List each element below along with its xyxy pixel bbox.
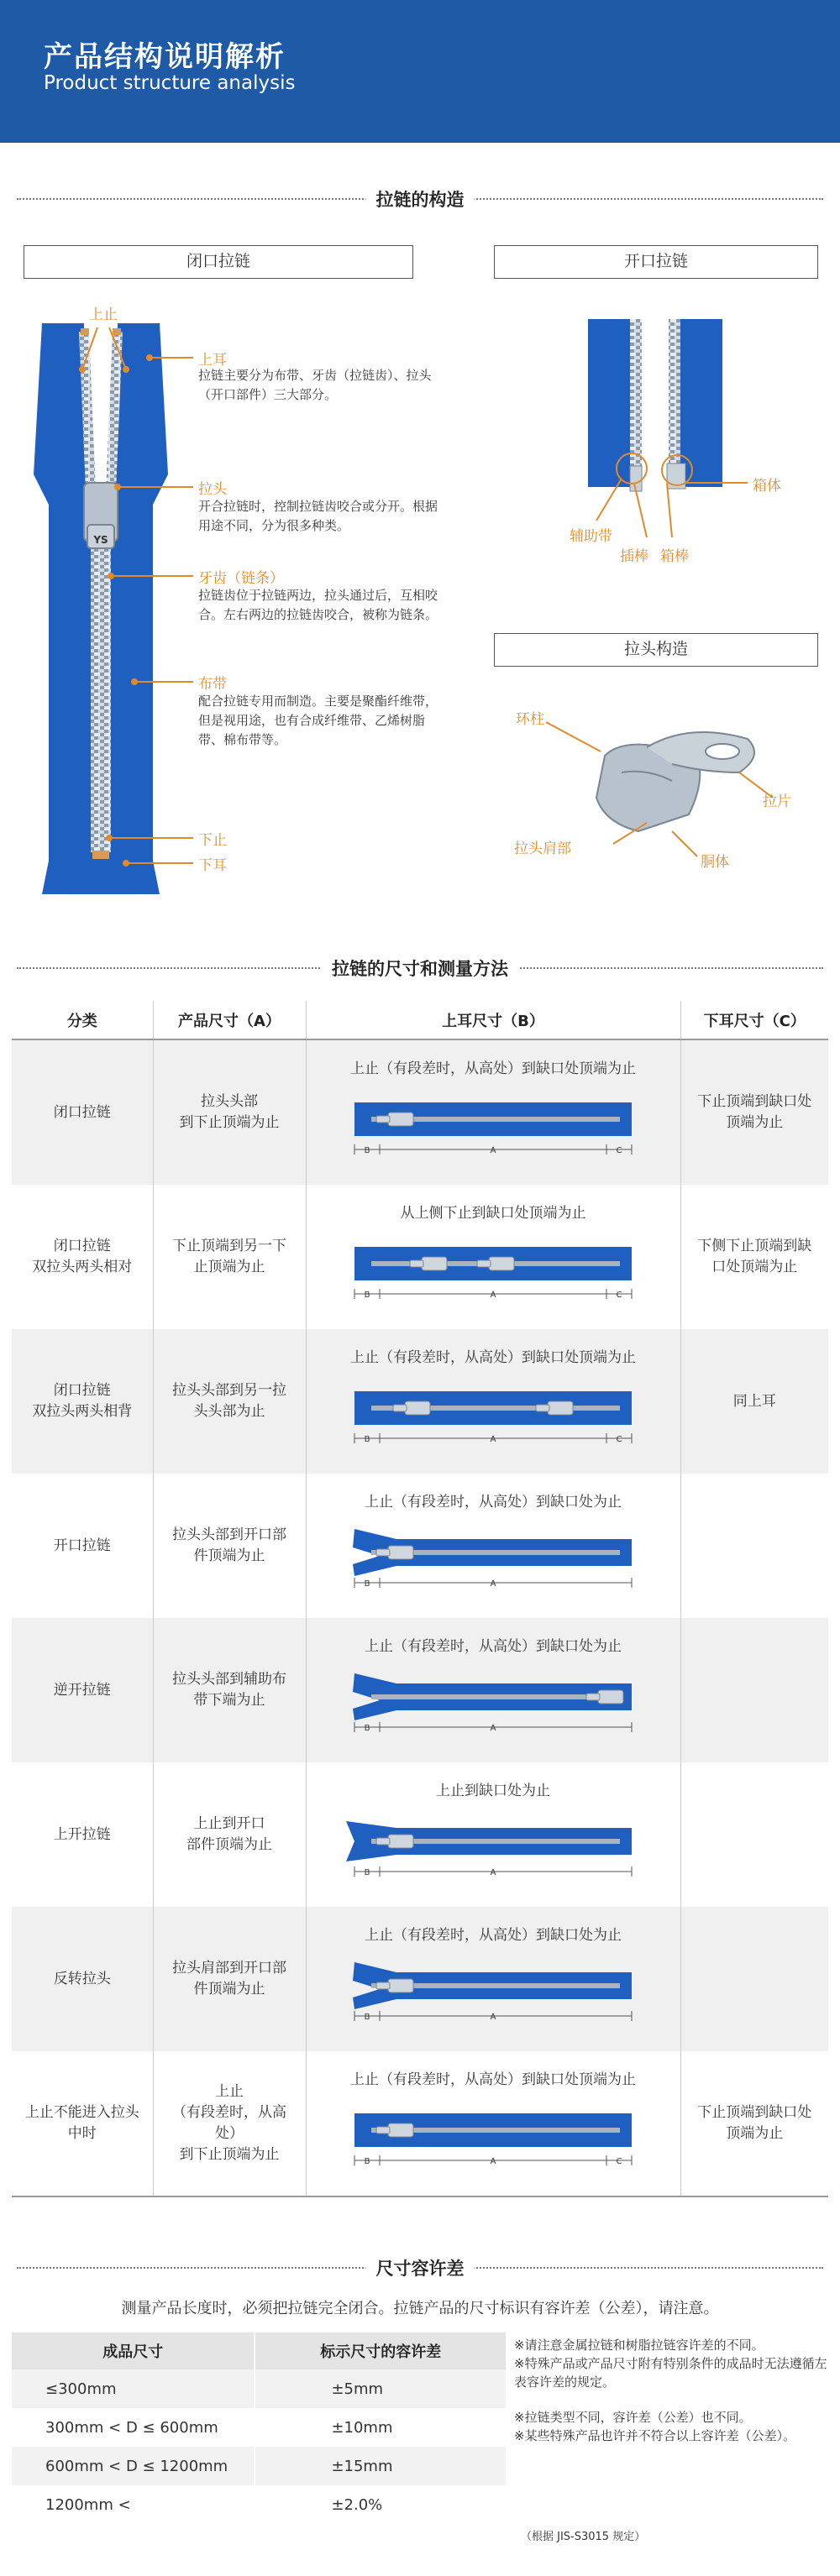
col-header-c: 下耳尺寸（C） <box>680 1001 828 1039</box>
slider-structure-label: 拉头构造 <box>494 633 818 667</box>
upper-ear-desc: 拉链主要分为布带、牙齿（拉链齿）、拉头（开口部件）三大部分。 <box>198 368 432 402</box>
open-zipper-label: 开口拉链 <box>494 245 818 279</box>
callout-top-stop: 上止 <box>89 306 118 323</box>
dim-letter-a: A <box>490 1724 496 1733</box>
callout-box-pin: 箱棒 <box>660 548 689 565</box>
zipper-diagram <box>346 1956 640 2031</box>
cell-ear-c <box>680 1618 828 1762</box>
callout-tape: 布带 <box>198 676 227 693</box>
zipper-diagram <box>346 1089 640 1165</box>
tol-value: ±5mm <box>255 2369 507 2408</box>
dim-letter-b: B <box>364 1146 370 1155</box>
cell-ear-b <box>306 1329 680 1474</box>
ear-b-caption: 上止到缺口处为止 <box>436 1783 550 1799</box>
callout-bottom-stop: 下止 <box>198 832 227 849</box>
dim-letter-c: C <box>616 1435 622 1444</box>
svg-text:YS: YS <box>93 534 108 546</box>
dim-letter-a: A <box>490 1291 496 1300</box>
ear-b-caption: 上止（有段差时，从高处）到缺口处顶端为止 <box>350 1060 636 1077</box>
tol-size: 600mm < D ≤ 1200mm <box>12 2447 255 2485</box>
ear-b-caption: 上止（有段差时，从高处）到缺口处顶端为止 <box>350 2071 636 2088</box>
cell-ear-c: 同上耳 <box>680 1329 828 1474</box>
ear-b-caption: 上止（有段差时，从高处）到缺口处为止 <box>365 1494 622 1511</box>
callout-lower-ear: 下耳 <box>198 857 227 874</box>
note-3: ※拉链类型不同，容许差（公差）也不同。 <box>514 2410 752 2425</box>
zipper-diagram <box>346 1811 640 1887</box>
ear-b-caption: 上止（有段差时，从高处）到缺口处为止 <box>365 1927 622 1944</box>
cell-ear-c <box>680 1474 828 1618</box>
table-row <box>12 2051 828 2196</box>
zipper-diagram <box>346 1522 640 1598</box>
cell-ear-b <box>306 1618 680 1762</box>
dim-letter-b: B <box>364 1291 370 1300</box>
tol-size: 1200mm < <box>12 2485 255 2524</box>
dim-letter-c: C <box>616 1291 622 1300</box>
dim-letter-a: A <box>490 1146 496 1155</box>
cell-category: 闭口拉链 <box>12 1039 153 1185</box>
cell-ear-c: 下止顶端到缺口处顶端为止 <box>680 2051 828 2196</box>
table-row <box>12 1474 828 1618</box>
cell-ear-c <box>680 1907 828 2051</box>
cell-ear-c: 下止顶端到缺口处顶端为止 <box>680 1039 828 1185</box>
callout-reinforce-tape: 辅助带 <box>570 528 612 545</box>
cell-size-a: 上止 （有段差时，从高处） 到下止顶端为止 <box>153 2051 306 2196</box>
header-title-en: Product structure analysis <box>44 72 296 94</box>
table-row <box>12 1618 828 1762</box>
tol-size: ≤300mm <box>12 2369 255 2408</box>
dim-letter-b: B <box>364 1724 370 1733</box>
cell-category: 逆开拉链 <box>12 1618 153 1762</box>
cell-category: 开口拉链 <box>12 1474 153 1618</box>
ear-b-caption: 上止（有段差时，从高处）到缺口处为止 <box>365 1638 622 1655</box>
dim-letter-a: A <box>490 1579 496 1589</box>
slider-desc: 开合拉链时，控制拉链齿咬合或分开。根据用途不同，分为很多种类。 <box>198 499 438 533</box>
zipper-diagram <box>346 1378 640 1453</box>
section-title-tolerance: 尺寸容许差 <box>17 2255 823 2280</box>
cell-ear-b <box>306 1907 680 2051</box>
cell-ear-b <box>306 1474 680 1618</box>
cell-ear-b <box>306 1762 680 1907</box>
cell-category: 闭口拉链 双拉头两头相对 <box>12 1185 153 1329</box>
cell-ear-c: 下侧下止顶端到缺口处顶端为止 <box>680 1185 828 1329</box>
closed-zipper-label: 闭口拉链 <box>24 245 413 279</box>
zipper-diagram <box>346 2100 640 2175</box>
col-header-a: 产品尺寸（A） <box>153 1001 306 1039</box>
tol-value: ±15mm <box>255 2447 507 2485</box>
col-header-category: 分类 <box>12 1001 153 1039</box>
dim-letter-c: C <box>616 2157 622 2166</box>
cell-size-a: 拉头肩部到开口部件顶端为止 <box>153 1907 306 2051</box>
tolerance-intro: 测量产品长度时，必须把拉链完全闭合。拉链产品的尺寸标识有容许差（公差），请注意。 <box>121 2300 719 2317</box>
table-row <box>12 2408 507 2447</box>
col-header-b: 上耳尺寸（B） <box>306 1001 680 1039</box>
table-row <box>12 1185 828 1329</box>
cell-size-a: 下止顶端到另一下止顶端为止 <box>153 1185 306 1329</box>
table-row <box>12 2447 507 2485</box>
dim-letter-a: A <box>490 2157 496 2166</box>
dim-letter-b: B <box>364 1579 370 1589</box>
tol-value: ±2.0% <box>255 2485 507 2524</box>
dim-letter-b: B <box>364 1435 370 1444</box>
page-header <box>0 0 840 143</box>
tol-header-tol: 标示尺寸的容许差 <box>255 2333 507 2369</box>
cell-size-a: 拉头头部到开口部件顶端为止 <box>153 1474 306 1618</box>
teeth-desc: 拉链齿位于拉链两边，拉头通过后，互相咬合。左右两边的拉链齿咬合，被称为链条。 <box>198 588 438 622</box>
tol-value: ±10mm <box>255 2408 507 2447</box>
callout-body: 胴体 <box>701 854 729 871</box>
dim-letter-a: A <box>490 1868 496 1877</box>
header-title-cn: 产品结构说明解析 <box>44 40 286 74</box>
dim-letter-b: B <box>364 2013 370 2022</box>
zipper-diagram <box>346 1233 640 1309</box>
note-4: ※某些特殊产品也许并不符合以上容许差（公差）。 <box>514 2428 796 2443</box>
dimension-table <box>12 1001 828 2197</box>
table-row <box>12 1039 828 1185</box>
jis-source: （根据 JIS-S3015 规定） <box>521 2531 646 2543</box>
table-row <box>12 2485 507 2524</box>
section-title-structure: 拉链的构造 <box>17 186 823 212</box>
callout-box: 箱体 <box>753 478 781 495</box>
section-title-dimensions: 拉链的尺寸和测量方法 <box>17 956 823 981</box>
cell-category: 反转拉头 <box>12 1907 153 2051</box>
dim-letter-b: B <box>364 2157 370 2166</box>
cell-category: 闭口拉链 双拉头两头相背 <box>12 1329 153 1474</box>
cell-size-a: 拉头头部到辅助布带下端为止 <box>153 1618 306 1762</box>
cell-size-a: 拉头头部到另一拉头头部为止 <box>153 1329 306 1474</box>
tolerance-notes <box>514 2336 833 2445</box>
zipper-diagram <box>346 1667 640 1742</box>
table-row <box>12 1762 828 1907</box>
cell-size-a: 拉头头部 到下止顶端为止 <box>153 1039 306 1185</box>
cell-category: 上止不能进入拉头中时 <box>12 2051 153 2196</box>
dim-letter-a: A <box>490 2013 496 2022</box>
dim-letter-b: B <box>364 1868 370 1877</box>
note-1: ※请注意金属拉链和树脂拉链容许差的不同。 <box>514 2338 764 2353</box>
callout-teeth: 牙齿（链条） <box>198 570 284 587</box>
callout-shoulder: 拉头肩部 <box>514 840 571 857</box>
tol-header-size: 成品尺寸 <box>12 2333 255 2369</box>
callout-slider: 拉头 <box>198 481 227 498</box>
tol-size: 300mm < D ≤ 600mm <box>12 2408 255 2447</box>
cell-ear-b <box>306 1185 680 1329</box>
dim-letter-a: A <box>490 1435 496 1444</box>
ear-b-caption: 从上侧下止到缺口处顶端为止 <box>400 1205 586 1222</box>
callout-pull: 拉片 <box>763 793 791 810</box>
tape-desc: 配合拉链专用而制造。主要是聚酯纤维带，但是视用途，也有合成纤维带、乙烯树脂带、棉布带等。 <box>198 694 438 747</box>
dim-letter-c: C <box>616 1146 622 1155</box>
callout-upper-ear: 上耳 <box>198 352 227 369</box>
callout-ring: 环柱 <box>516 711 544 728</box>
cell-category: 上开拉链 <box>12 1762 153 1907</box>
cell-size-a: 上止到开口 部件顶端为止 <box>153 1762 306 1907</box>
cell-ear-b <box>306 2051 680 2196</box>
note-2: ※特殊产品或产品尺寸附有特别条件的成品时无法遵循左表容许差的规定。 <box>514 2356 827 2390</box>
table-row <box>12 2369 507 2408</box>
callout-pin: 插棒 <box>620 548 648 565</box>
tolerance-table <box>12 2333 507 2524</box>
cell-ear-c <box>680 1762 828 1907</box>
ear-b-caption: 上止（有段差时，从高处）到缺口处顶端为止 <box>350 1349 636 1366</box>
cell-ear-b <box>306 1039 680 1185</box>
table-row <box>12 1329 828 1474</box>
table-row <box>12 1907 828 2051</box>
